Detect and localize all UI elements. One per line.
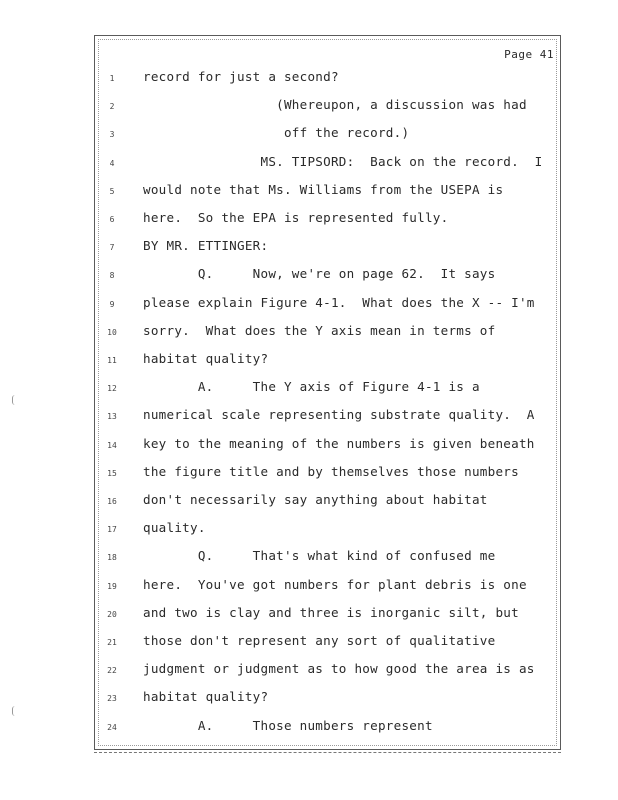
line-text: A. Those numbers represent — [143, 717, 433, 733]
transcript-line — [96, 406, 556, 426]
transcript-line — [96, 717, 556, 737]
line-text: quality. — [143, 520, 206, 536]
transcript-line — [96, 463, 556, 483]
line-text: here. So the EPA is represented fully. — [143, 210, 449, 225]
line-number: 19 — [107, 581, 117, 591]
line-number: 23 — [107, 694, 117, 704]
transcript-line — [96, 519, 556, 539]
transcript-line — [96, 265, 556, 285]
transcript-line — [96, 350, 556, 370]
line-text: Q. That's what kind of confused me — [143, 548, 496, 564]
line-number: 20 — [107, 609, 117, 619]
line-number: 2 — [109, 102, 115, 112]
page-number: Page 41 — [504, 48, 554, 61]
line-number: 3 — [109, 130, 115, 140]
line-text: habitat quality? — [143, 689, 269, 705]
line-number: 4 — [109, 158, 115, 168]
transcript-line — [96, 153, 556, 173]
transcript-line — [96, 435, 556, 455]
transcript-line — [96, 491, 556, 511]
line-text: those don't represent any sort of qualitative — [143, 633, 496, 648]
transcript-line — [96, 660, 556, 680]
line-text: and two is clay and three is inorganic silt, but — [143, 604, 519, 620]
line-text: would note that Ms. Williams from the USEPA is — [143, 181, 504, 197]
line-number: 7 — [109, 243, 115, 253]
line-number: 14 — [107, 440, 117, 450]
transcript-line — [96, 209, 556, 229]
line-text: here. You've got numbers for plant debris is one — [143, 576, 527, 592]
line-text: please explain Figure 4-1. What does the X -- I'm — [143, 294, 535, 310]
line-text: numerical scale representing substrate quality. A — [143, 407, 535, 423]
line-number: 24 — [107, 722, 117, 732]
line-text: sorry. What does the Y axis mean in terms of — [143, 322, 496, 338]
line-text: the figure title and by themselves those numbers — [143, 463, 519, 479]
line-text: (Whereupon, a discussion was had — [143, 97, 527, 113]
transcript-line — [96, 68, 556, 88]
line-text: A. The Y axis of Figure 4-1 is a — [143, 379, 480, 395]
transcript-line — [96, 378, 556, 398]
line-text: habitat quality? — [143, 351, 269, 366]
line-number: 10 — [107, 327, 117, 337]
line-number: 17 — [107, 525, 117, 535]
line-number: 22 — [107, 666, 117, 676]
line-text: off the record.) — [143, 125, 410, 141]
transcript-line — [96, 604, 556, 624]
line-number: 13 — [107, 412, 117, 422]
line-number: 11 — [107, 356, 117, 365]
line-text: MS. TIPSORD: Back on the record. I — [143, 153, 543, 169]
transcript-line — [96, 96, 556, 116]
line-number: 5 — [109, 186, 115, 196]
transcript-line — [96, 322, 556, 342]
line-text: Q. Now, we're on page 62. It says — [143, 266, 496, 282]
margin-mark — [12, 395, 19, 405]
line-number: 12 — [107, 384, 117, 394]
line-number: 8 — [109, 271, 115, 281]
bottom-rule — [94, 752, 561, 753]
transcript-line — [96, 576, 556, 596]
transcript-line — [96, 181, 556, 201]
line-text: record for just a second? — [143, 69, 339, 84]
line-number: 15 — [107, 468, 117, 478]
transcript-line — [96, 237, 556, 257]
line-text: judgment or judgment as to how good the area is as — [143, 661, 535, 677]
transcript-line — [96, 688, 556, 708]
line-text: key to the meaning of the numbers is given beneath — [143, 435, 535, 451]
transcript-line — [96, 547, 556, 567]
line-number: 16 — [107, 497, 117, 506]
line-number: 9 — [109, 299, 115, 309]
line-text: BY MR. ETTINGER: — [143, 238, 269, 254]
transcript-line — [96, 632, 556, 652]
transcript-line — [96, 294, 556, 314]
line-number: 21 — [107, 638, 117, 647]
transcript-line — [96, 124, 556, 144]
margin-mark — [12, 706, 19, 716]
line-text: don't necessarily say anything about habitat — [143, 492, 488, 507]
line-number: 18 — [107, 553, 117, 563]
line-number: 6 — [109, 215, 115, 224]
line-number: 1 — [109, 74, 115, 83]
